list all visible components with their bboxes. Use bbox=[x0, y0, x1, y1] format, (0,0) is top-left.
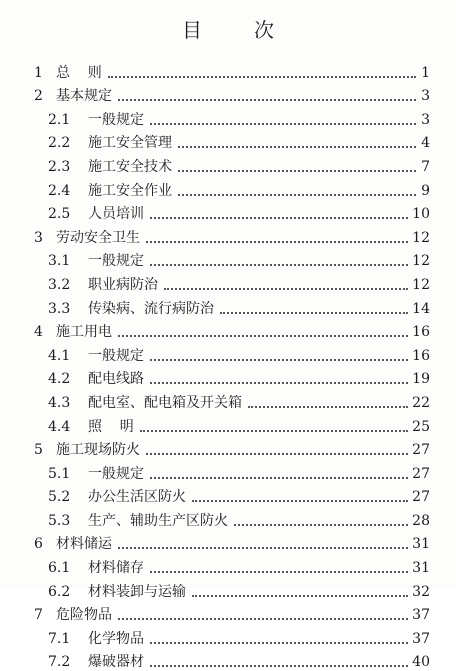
dot-leader bbox=[146, 453, 408, 455]
toc-entry-page-number: 1 bbox=[421, 64, 430, 81]
toc-entry-page-number: 16 bbox=[412, 347, 430, 364]
toc-entry-title: 配电室、配电箱及开关箱 bbox=[88, 394, 242, 411]
toc-entry-page-number: 19 bbox=[412, 371, 430, 388]
toc-entry-title: 基本规定 bbox=[56, 88, 112, 105]
dot-leader bbox=[150, 382, 408, 384]
dot-leader bbox=[150, 477, 408, 479]
toc-entry-number: 3.1 bbox=[48, 253, 71, 270]
toc-entry bbox=[34, 624, 430, 648]
toc-title bbox=[0, 14, 456, 43]
dot-leader bbox=[118, 335, 408, 337]
toc-entry-number: 5.2 bbox=[48, 489, 71, 506]
dot-leader bbox=[150, 571, 408, 573]
toc-entry-title: 一般规定 bbox=[88, 465, 144, 482]
toc-entry-title: 化学物品 bbox=[88, 630, 144, 647]
toc-entry-page-number: 37 bbox=[412, 607, 430, 624]
toc-entry-page-number: 12 bbox=[412, 253, 430, 270]
dot-leader bbox=[118, 547, 408, 549]
toc-entry-number: 2.4 bbox=[48, 182, 71, 199]
toc-entry-title: 施工安全管理 bbox=[88, 135, 172, 152]
toc-entry-title: 施工安全作业 bbox=[88, 182, 172, 199]
toc-entry bbox=[34, 270, 430, 294]
toc-entry bbox=[34, 459, 430, 483]
toc-entry-page-number: 12 bbox=[412, 276, 430, 293]
toc-entry-page-number: 14 bbox=[412, 300, 430, 317]
toc-entry-title: 爆破器材 bbox=[88, 654, 144, 671]
dot-leader bbox=[220, 312, 408, 314]
toc-entry-page-number: 7 bbox=[421, 158, 430, 175]
toc-entry-page-number: 37 bbox=[412, 630, 430, 647]
toc-entry-title: 一般规定 bbox=[88, 347, 144, 364]
toc-entry bbox=[34, 530, 430, 554]
toc-entry bbox=[34, 247, 430, 271]
toc-entry-page-number: 31 bbox=[412, 560, 430, 577]
toc-entry-number: 5.3 bbox=[48, 512, 71, 529]
toc-title-part1: 目 bbox=[182, 18, 202, 42]
dot-leader bbox=[108, 76, 416, 78]
toc-entry bbox=[34, 483, 430, 507]
toc-entry-number: 2.1 bbox=[48, 111, 71, 128]
toc-entry bbox=[34, 341, 430, 365]
toc-entry-number: 7 bbox=[34, 607, 43, 624]
toc-entry-number: 6.2 bbox=[48, 583, 71, 600]
toc-entry-page-number: 4 bbox=[421, 135, 430, 152]
dot-leader bbox=[146, 241, 408, 243]
toc-entry-title: 总 则 bbox=[56, 64, 102, 81]
toc-entry-title: 危险物品 bbox=[56, 607, 112, 624]
dot-leader bbox=[178, 170, 416, 172]
toc-entry-title: 劳动安全卫生 bbox=[56, 229, 140, 246]
toc-entry-page-number: 31 bbox=[412, 536, 430, 553]
toc-entry-page-number: 3 bbox=[421, 111, 430, 128]
toc-entry-number: 2 bbox=[34, 88, 43, 105]
toc-entry bbox=[34, 82, 430, 106]
toc-title-part2: 次 bbox=[254, 18, 274, 42]
dot-leader bbox=[140, 430, 408, 432]
dot-leader bbox=[150, 123, 416, 125]
dot-leader bbox=[150, 217, 408, 219]
dot-leader bbox=[118, 99, 416, 101]
toc-entry-page-number: 28 bbox=[412, 512, 430, 529]
toc-entry-number: 2.2 bbox=[48, 135, 71, 152]
toc-entry-title: 生产、辅助生产区防火 bbox=[88, 512, 228, 529]
toc-entry-page-number: 10 bbox=[412, 206, 430, 223]
toc-entry-number: 6 bbox=[34, 536, 43, 553]
toc-entry bbox=[34, 365, 430, 389]
toc-entry-number: 7.1 bbox=[48, 630, 71, 647]
toc-entry-page-number: 27 bbox=[412, 465, 430, 482]
toc-entry bbox=[34, 506, 430, 530]
dot-leader bbox=[192, 595, 408, 597]
toc-entry-title: 职业病防治 bbox=[88, 276, 158, 293]
toc-entry-page-number: 3 bbox=[421, 88, 430, 105]
toc-entry-page-number: 27 bbox=[412, 489, 430, 506]
toc-entry-title: 人员培训 bbox=[88, 206, 144, 223]
toc-entry bbox=[34, 58, 430, 82]
toc-entry bbox=[34, 436, 430, 460]
toc-entry-number: 4.3 bbox=[48, 394, 71, 411]
toc-entry-page-number: 27 bbox=[412, 442, 430, 459]
toc-entry-number: 4 bbox=[34, 324, 43, 341]
dot-leader bbox=[118, 618, 408, 620]
toc-entry-title: 传染病、流行病防治 bbox=[88, 300, 214, 317]
toc-entry-number: 7.2 bbox=[48, 654, 71, 671]
dot-leader bbox=[150, 359, 408, 361]
toc-entry-title: 材料储存 bbox=[88, 560, 144, 577]
toc-entry-page-number: 12 bbox=[412, 229, 430, 246]
toc-entry-title: 施工安全技术 bbox=[88, 158, 172, 175]
toc-entry bbox=[34, 577, 430, 601]
toc-entry bbox=[34, 223, 430, 247]
toc-entry-title: 一般规定 bbox=[88, 253, 144, 270]
toc-entry bbox=[34, 294, 430, 318]
toc-entry bbox=[34, 129, 430, 153]
toc-entry-number: 5 bbox=[34, 442, 43, 459]
toc-entry-title: 材料储运 bbox=[56, 536, 112, 553]
toc-entry bbox=[34, 553, 430, 577]
toc-entry-number: 2.3 bbox=[48, 158, 71, 175]
toc-entry-number: 3.3 bbox=[48, 300, 71, 317]
dot-leader bbox=[248, 406, 408, 408]
toc-entry-title: 材料装卸与运输 bbox=[88, 583, 186, 600]
toc-entry bbox=[34, 200, 430, 224]
dot-leader bbox=[150, 665, 408, 667]
toc-entry-number: 3.2 bbox=[48, 276, 71, 293]
toc-entry-title: 施工现场防火 bbox=[56, 442, 140, 459]
dot-leader bbox=[192, 500, 408, 502]
toc-entry-title: 施工用电 bbox=[56, 324, 112, 341]
dot-leader bbox=[178, 194, 416, 196]
toc-entry-number: 6.1 bbox=[48, 560, 71, 577]
toc-entry-page-number: 40 bbox=[412, 654, 430, 671]
dot-leader bbox=[234, 524, 408, 526]
toc-entry bbox=[34, 152, 430, 176]
toc-entry-number: 4.4 bbox=[48, 418, 71, 435]
toc-entry-number: 4.1 bbox=[48, 347, 71, 364]
toc-entry-title: 照 明 bbox=[88, 418, 134, 435]
toc-entry-number: 3 bbox=[34, 229, 43, 246]
toc-entry bbox=[34, 176, 430, 200]
dot-leader bbox=[164, 288, 408, 290]
toc-entry-number: 1 bbox=[34, 64, 43, 81]
toc-entry-number: 5.1 bbox=[48, 465, 71, 482]
toc-entry-page-number: 9 bbox=[421, 182, 430, 199]
toc-entry-title: 办公生活区防火 bbox=[88, 489, 186, 506]
dot-leader bbox=[150, 264, 408, 266]
toc-entry-page-number: 32 bbox=[412, 583, 430, 600]
toc-entry bbox=[34, 318, 430, 342]
toc-entry-page-number: 25 bbox=[412, 418, 430, 435]
toc-entry bbox=[34, 105, 430, 129]
toc-entry bbox=[34, 412, 430, 436]
toc-entry-title: 配电线路 bbox=[88, 371, 144, 388]
dot-leader bbox=[178, 146, 416, 148]
toc-entry bbox=[34, 648, 430, 671]
toc-entry-number: 2.5 bbox=[48, 206, 71, 223]
toc-entry-title: 一般规定 bbox=[88, 111, 144, 128]
toc-entry-page-number: 16 bbox=[412, 324, 430, 341]
toc-entry-page-number: 22 bbox=[412, 394, 430, 411]
dot-leader bbox=[150, 642, 408, 644]
toc-entry bbox=[34, 388, 430, 412]
table-of-contents bbox=[34, 58, 430, 671]
toc-entry bbox=[34, 601, 430, 625]
toc-entry-number: 4.2 bbox=[48, 371, 71, 388]
